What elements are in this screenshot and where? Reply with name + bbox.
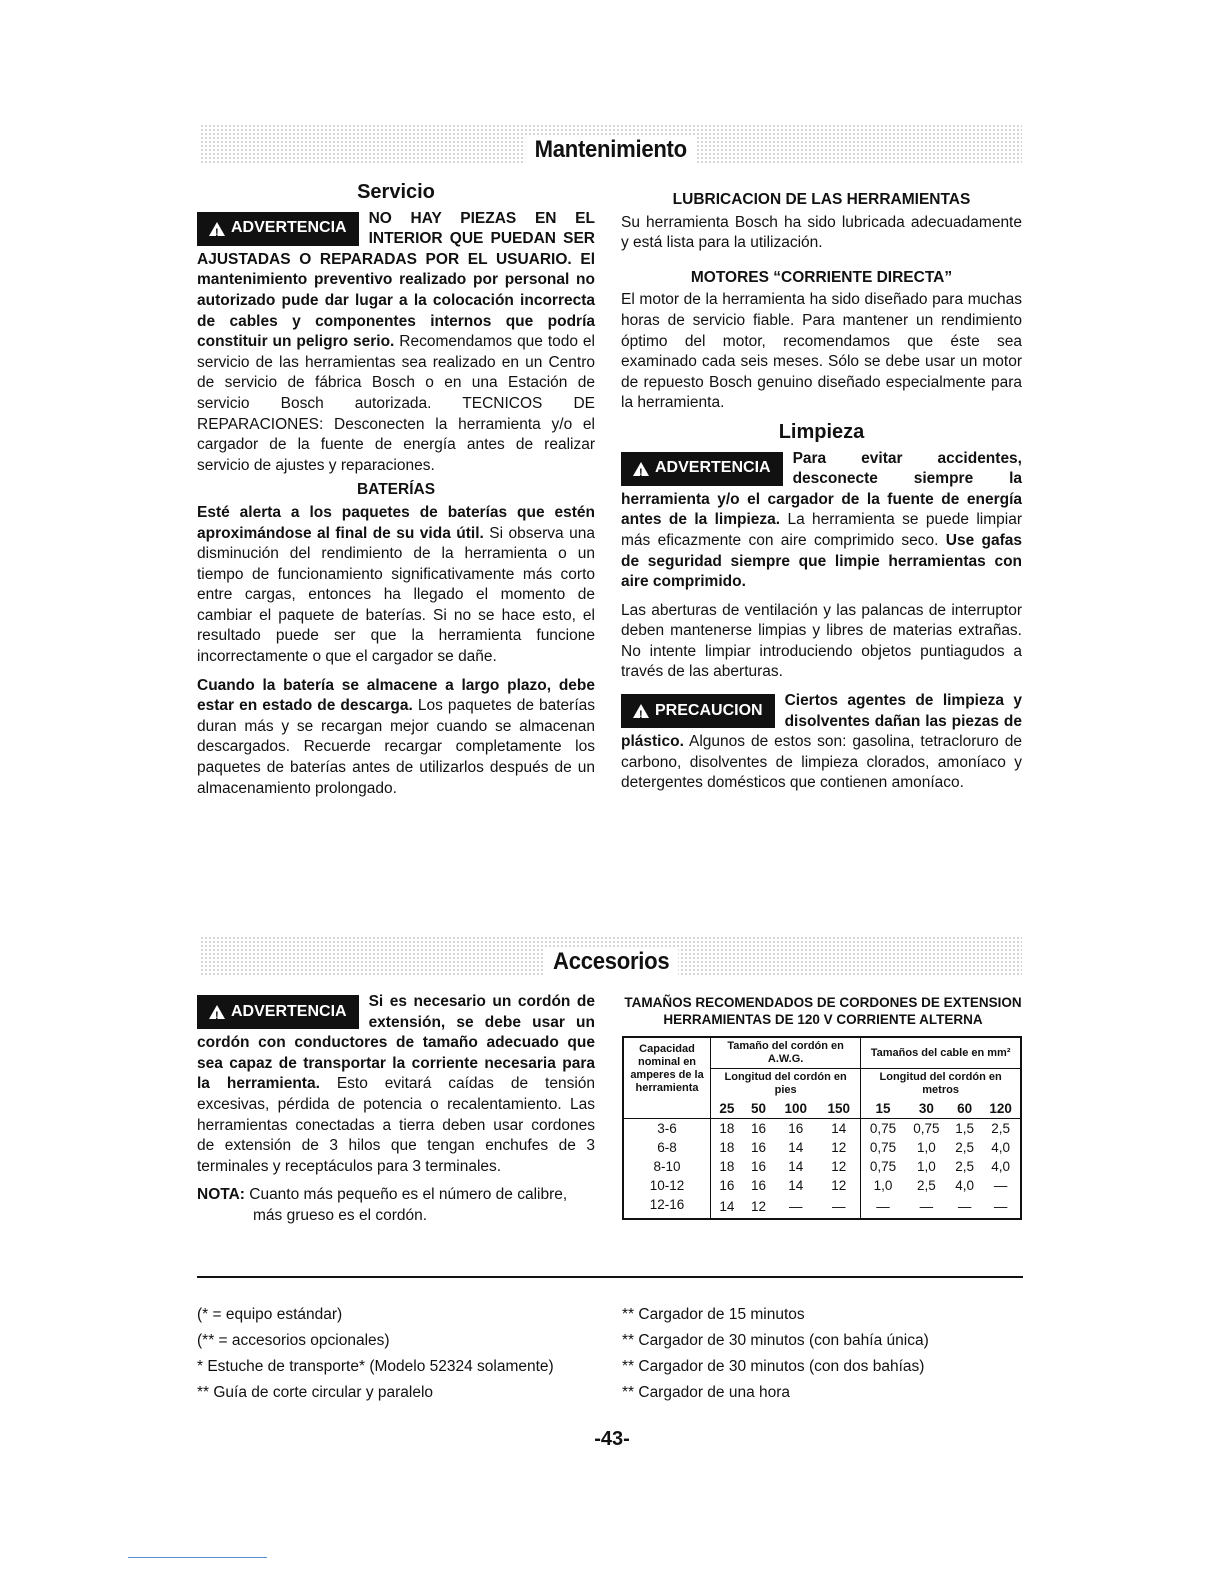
awg-cell: 14 bbox=[831, 1121, 847, 1136]
section-title: Accesorios bbox=[544, 948, 679, 976]
baterias-p2-lead: Cuando la batería se almacene a largo plazo, debe estar en estado de descarga. bbox=[197, 676, 595, 715]
footer-item: ** Cargador de 30 minutos (con bahía única) bbox=[622, 1332, 929, 1349]
footer-right bbox=[622, 1302, 1022, 1406]
mm-cell: 1,5 bbox=[955, 1121, 975, 1136]
awg-cell: 16 bbox=[751, 1178, 767, 1193]
m-value: 120 bbox=[981, 1099, 1021, 1119]
caution-badge bbox=[621, 694, 775, 728]
ft-value: 150 bbox=[817, 1099, 861, 1119]
mm-cell: — bbox=[993, 1178, 1008, 1193]
footer-item: ** Cargador de una hora bbox=[622, 1384, 791, 1401]
ft-header-cell bbox=[711, 1069, 861, 1100]
awg-cell: 14 bbox=[711, 1195, 743, 1219]
awg-cell: 16 bbox=[751, 1159, 767, 1174]
table-title-line-1: TAMAÑOS RECOMENDADOS DE CORDONES DE EXTENSION bbox=[624, 995, 1022, 1010]
nota-body: Cuanto más pequeño es el número de calibre, más grueso es el cordón. bbox=[249, 1186, 568, 1224]
accesorios-warning bbox=[197, 992, 595, 1177]
mm-cell: 1,0 bbox=[861, 1176, 905, 1195]
lubricacion-column bbox=[621, 186, 1022, 794]
m-value: 60 bbox=[948, 1099, 981, 1119]
accesorios-lead: Si es necesario un cordón de extensión, se debe usar un cordón con conductores de tamaño adecuado que sea capaz de transportar la corriente necesaria para la herramienta. bbox=[197, 993, 595, 1093]
limpieza-body1: La herramienta se puede limpiar más eficazmente con aire comprimido seco. bbox=[621, 511, 1022, 549]
mm-cell: 4,0 bbox=[955, 1178, 975, 1193]
awg-cell: 12 bbox=[751, 1199, 767, 1214]
accesorios-banner bbox=[200, 936, 1022, 976]
awg-cell: 12 bbox=[831, 1178, 847, 1193]
m-value: 15 bbox=[861, 1099, 905, 1119]
mm-cell: 0,75 bbox=[861, 1138, 905, 1157]
caution-badge-label: PRECAUCION bbox=[655, 701, 763, 719]
baterias-p1 bbox=[197, 503, 595, 668]
table-row bbox=[623, 1119, 1021, 1139]
footer-item: ** Guía de corte circular y paralelo bbox=[197, 1384, 434, 1401]
mm-cell: 2,5 bbox=[955, 1159, 975, 1174]
footer-item: ** Cargador de 30 minutos (con dos bahías) bbox=[622, 1358, 925, 1375]
awg-cell: — bbox=[831, 1199, 846, 1214]
awg-cell: 14 bbox=[788, 1178, 804, 1193]
awg-cell: 16 bbox=[751, 1121, 767, 1136]
limpieza-heading: Limpieza bbox=[778, 420, 865, 443]
awg-cell: 14 bbox=[788, 1159, 804, 1174]
warning-icon bbox=[633, 462, 649, 476]
footer-item: ** Cargador de 15 minutos bbox=[622, 1306, 805, 1323]
mm-cell: — bbox=[993, 1199, 1008, 1214]
nota-label: NOTA: bbox=[197, 1186, 245, 1204]
mm-header: Tamaños del cable en mm² bbox=[861, 1037, 1021, 1069]
mm-cell: — bbox=[957, 1199, 972, 1214]
page-number: -43- bbox=[594, 1428, 630, 1450]
baterias-p1-lead: Esté alerta a los paquetes de baterías que estén aproximándose al final de su vida útil. bbox=[197, 503, 595, 542]
mm-cell: 0,75 bbox=[861, 1157, 905, 1176]
limpieza-p2: Las aberturas de ventilación y las palancas de interruptor deben mantenerse limpias y libres de materias extrañas. No intente limpiar introduciendo objetos puntiagudos a través de las aberturas. bbox=[621, 601, 1022, 681]
lubricacion-body: Su herramienta Bosch ha sido lubricada adecuadamente y está lista para la utilización. bbox=[621, 213, 1022, 252]
footer-left bbox=[197, 1302, 607, 1406]
limpieza-warning bbox=[621, 449, 1022, 593]
amp-cell: 8-10 bbox=[653, 1159, 681, 1174]
accesorios-body: Esto evitará caídas de tensión excesivas, pérdida de potencia o recalentamiento. Las herramientas conectadas a tierra deben usar cordones de extensión de 3 hilos que tengan enchufes de 3 terminales y receptáculos para 3 terminales. bbox=[197, 1075, 595, 1175]
mm-cell: 1,0 bbox=[916, 1140, 936, 1155]
precaucion-body: Algunos de estos son: gasolina, tetracloruro de carbono, disolventes de limpieza clorados, amoníaco y detergentes domésticos que contienen amoníaco. bbox=[621, 733, 1022, 792]
table-row bbox=[623, 1138, 1021, 1157]
table-row bbox=[623, 1195, 1021, 1219]
ft-value: 25 bbox=[711, 1099, 743, 1119]
accesorios-column bbox=[197, 992, 595, 1227]
warning-badge bbox=[621, 452, 783, 486]
mm-cell: — bbox=[919, 1199, 934, 1214]
baterias-p2-body: Los paquetes de baterías duran más y se recargan mejor cuando se almacenan descargados. Recuerde recargar completamente los paquetes de baterías antes de utilizarlos después de un almacenamiento prolongado. bbox=[197, 697, 596, 797]
mm-cell: 2,5 bbox=[991, 1121, 1011, 1136]
amp-cell: 10-12 bbox=[649, 1178, 685, 1193]
amp-header: Capacidad nominal en amperes de la herramienta bbox=[630, 1042, 704, 1094]
baterias-heading: BATERÍAS bbox=[356, 481, 436, 499]
mm-cell: 4,0 bbox=[991, 1140, 1011, 1155]
blank-cell bbox=[623, 1099, 711, 1119]
cord-table-block bbox=[622, 994, 1024, 1220]
table-title-line-2: HERRAMIENTAS DE 120 V CORRIENTE ALTERNA bbox=[663, 1012, 983, 1027]
servicio-body: Recomendamos que todo el servicio de las herramientas sea realizado en un Centro de servicio de fábrica Bosch o en una Estación de servicio Bosch autorizada. TECNICOS DE REPARACIONES: Desconecten la herramienta y/o el cargador de la fuente de energía antes de realizar servicio de ajustes y reparaciones. bbox=[197, 333, 596, 474]
awg-cell: 16 bbox=[788, 1121, 804, 1136]
lubricacion-heading: LUBRICACION DE LAS HERRAMIENTAS bbox=[672, 191, 971, 208]
nota bbox=[197, 1185, 595, 1226]
limpieza-lead: Para evitar accidentes, desconecte siempre la herramienta y/o el cargador de la fuente de energía antes de la limpieza. bbox=[621, 449, 1022, 529]
amp-cell: 3-6 bbox=[657, 1121, 677, 1136]
warning-icon bbox=[209, 1005, 225, 1019]
warning-icon bbox=[209, 222, 225, 236]
servicio-heading: Servicio bbox=[357, 181, 435, 203]
warning-badge-label: ADVERTENCIA bbox=[231, 1002, 347, 1020]
mm-cell: 2,5 bbox=[955, 1140, 975, 1155]
cord-table bbox=[622, 1036, 1022, 1220]
caution-icon bbox=[633, 704, 649, 718]
awg-cell: 18 bbox=[711, 1157, 743, 1176]
footer-item: * Estuche de transporte* (Modelo 52324 solamente) bbox=[197, 1358, 554, 1375]
footer-item: (** = accesorios opcionales) bbox=[197, 1332, 390, 1349]
mm-cell: 1,0 bbox=[916, 1159, 936, 1174]
awg-cell: 18 bbox=[711, 1119, 743, 1139]
awg-cell: 12 bbox=[831, 1140, 847, 1155]
amp-cell: 12-16 bbox=[649, 1197, 685, 1212]
mm-cell: 0,75 bbox=[861, 1119, 905, 1139]
servicio-warning bbox=[197, 209, 595, 477]
servicio-lead: NO HAY PIEZAS EN EL INTERIOR QUE PUEDAN SER AJUSTADAS O REPARADAS POR EL USUARIO. El mantenimiento preventivo realizado por personal no autorizado pude dar lugar a la colocación incorrecta de cables y componentes internos que podría constituir un peligro serio. bbox=[197, 209, 595, 351]
ft-value: 50 bbox=[743, 1099, 775, 1119]
awg-cell: — bbox=[789, 1199, 803, 1214]
mm-cell: 0,75 bbox=[913, 1121, 940, 1136]
awg-cell: 16 bbox=[711, 1176, 743, 1195]
m-value: 30 bbox=[905, 1099, 948, 1119]
footer-rule bbox=[197, 1276, 1023, 1278]
awg-cell: 14 bbox=[788, 1140, 804, 1155]
warning-badge-label: ADVERTENCIA bbox=[655, 459, 771, 477]
table-row bbox=[623, 1176, 1021, 1195]
awg-cell: 16 bbox=[751, 1140, 767, 1155]
mantenimiento-banner bbox=[200, 124, 1022, 164]
warning-badge-label: ADVERTENCIA bbox=[231, 219, 347, 237]
table-row bbox=[623, 1157, 1021, 1176]
table-title bbox=[622, 994, 1024, 1028]
amp-cell: 6-8 bbox=[657, 1140, 677, 1155]
m-header-cell bbox=[861, 1069, 1021, 1100]
ft-header: Longitud del cordón en pies bbox=[724, 1071, 847, 1096]
awg-cell: 18 bbox=[711, 1138, 743, 1157]
ft-value: 100 bbox=[774, 1099, 817, 1119]
servicio-column bbox=[197, 182, 595, 799]
bottom-divider bbox=[128, 1557, 267, 1558]
mm-cell: 2,5 bbox=[916, 1178, 936, 1193]
baterias-p1-body: Si observa una disminución del rendimiento de la herramienta o un tiempo de funcionamiento significativamente más corto entre cargas, entonces ha llegado el momento de cambiar el paquete de baterías. Si no se hace esto, el resultado puede ser que la herramienta funcione incorrectamente o que el cargador se dañe. bbox=[197, 524, 595, 666]
section-title: Mantenimiento bbox=[526, 136, 697, 164]
awg-header: Tamaño del cordón en A.W.G. bbox=[711, 1037, 861, 1069]
mm-cell: — bbox=[861, 1195, 905, 1219]
limpieza-lead2: Use gafas de seguridad siempre que limpie herramientas con aire comprimido. bbox=[621, 531, 1023, 591]
precaucion-para bbox=[621, 691, 1022, 794]
precaucion-lead: Ciertos agentes de limpieza y disolventes dañan las piezas de plástico. bbox=[621, 692, 1022, 751]
motores-heading: MOTORES “CORRIENTE DIRECTA” bbox=[690, 268, 953, 286]
m-header: Longitud del cordón en metros bbox=[879, 1071, 1002, 1096]
mm-cell: 4,0 bbox=[991, 1159, 1011, 1174]
motores-body: El motor de la herramienta ha sido diseñado para muchas horas de servicio fiable. Para mantener un rendimiento óptimo del motor, recomendamos que éste sea examinado cada seis meses. Sólo se debe usar un motor de repuesto Bosch genuino diseñado especialmente para la herramienta. bbox=[621, 291, 1022, 412]
awg-cell: 12 bbox=[831, 1159, 847, 1174]
baterias-p2 bbox=[197, 676, 595, 800]
warning-badge bbox=[197, 212, 359, 246]
footer-item: (* = equipo estándar) bbox=[197, 1306, 343, 1323]
warning-badge bbox=[197, 995, 359, 1029]
